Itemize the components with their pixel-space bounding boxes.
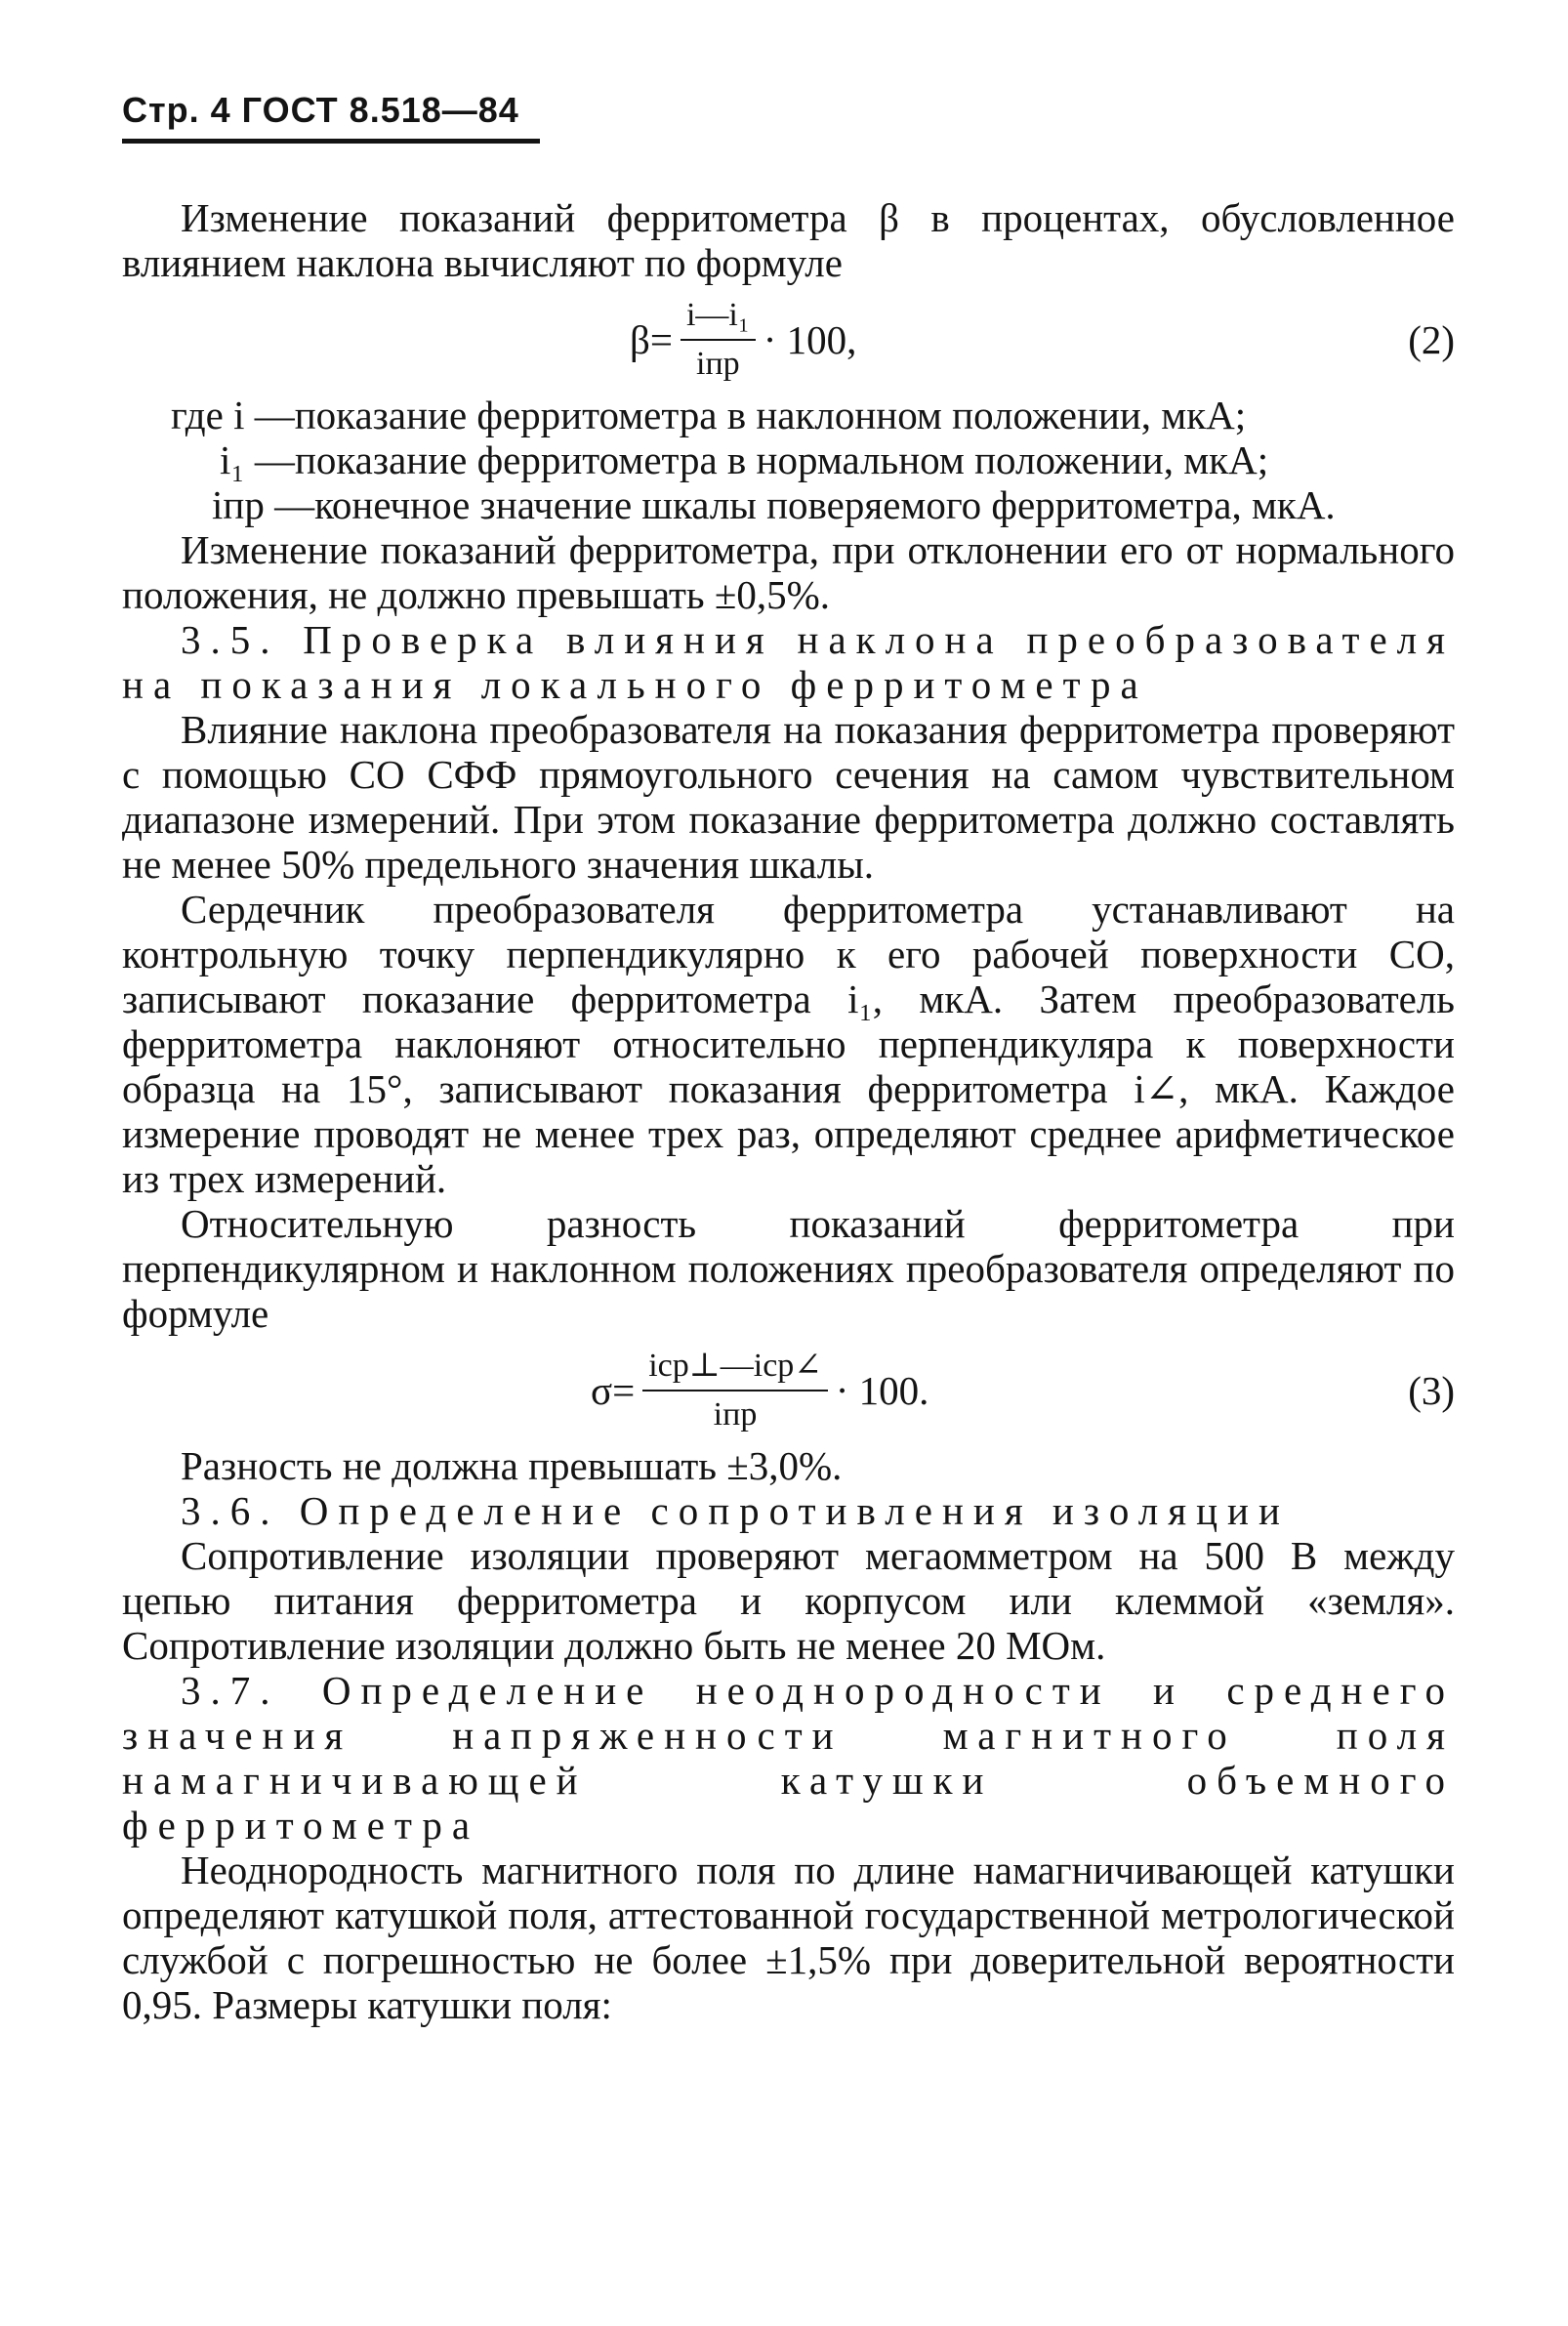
formula-denominator: iпр [696,346,740,382]
section-heading-3-7: 3.7. Определение неоднородности и среднего значения напряженности магнитного поля намагничивающей катушки объемного ферритометра [122,1668,1455,1848]
formula-numerator: iср⊥—iср∠ [648,1348,822,1384]
paragraph: Изменение показаний ферритометра β в процентах, обусловленное влиянием наклона вычисляют по формуле [122,195,1455,285]
fraction-bar [642,1390,828,1391]
formula-number: (2) [1408,317,1455,362]
fraction-bar [681,339,756,341]
paragraph: Относительную разность показаний ферритометра при перпендикулярном и наклонном положениях преобразователя определяют по формуле [122,1201,1455,1336]
formula-rhs: · 100, [763,317,857,362]
formula-2 [122,287,1455,393]
formula-denominator: iпр [713,1396,758,1433]
variable-definitions [122,393,1455,527]
paragraph: Изменение показаний ферритометра, при отклонении его от нормального положения, не должно превышать ±0,5%. [122,527,1455,617]
page-header: Стр. 4 ГОСТ 8.518—84 [122,90,519,130]
definition-row [122,437,1455,482]
body-text [122,195,1455,2027]
section-heading-3-6: 3.6. Определение сопротивления изоляции [181,1488,1290,1533]
definition-symbol: i₁ — [220,437,295,482]
paragraph: Неоднородность магнитного поля по длине намагничивающей катушки определяют катушкой поля, аттестованной государственной метрологической службой с погрешностью не более ±1,5% при доверительной вероятности 0,95. Размеры катушки поля: [122,1848,1455,2027]
formula-number: (3) [1408,1368,1455,1413]
formula-lhs: β= [630,317,673,362]
formula-lhs: σ= [591,1368,636,1413]
definition-symbol: где i — [171,393,295,437]
paragraph: Сопротивление изоляции проверяют мегаомметром на 500 В между цепью питания ферритометра и корпусом или клеммой «земля». Сопротивление изоляции должно быть не менее 20 МОм. [122,1533,1455,1668]
definition-text: показание ферритометра в наклонном положении, мкА; [294,393,1247,437]
formula-3 [122,1338,1455,1443]
formula-expression [591,1338,928,1443]
formula-numerator: i—i₁ [685,297,750,333]
formula-expression [630,287,856,393]
definition-row [122,393,1455,437]
section-heading-3-5: 3.5. Проверка влияния наклона преобразователя на показания локального ферритометра [122,617,1455,707]
definition-symbol: iпр — [212,482,315,527]
definition-text: конечное значение шкалы поверяемого ферритометра, мкА. [314,482,1336,527]
definition-row [122,482,1455,527]
paragraph: Разность не должна превышать ±3,0%. [181,1443,843,1488]
formula-fraction [642,1347,828,1434]
paragraph: Сердечник преобразователя ферритометра устанавливают на контрольную точку перпендикулярно к его рабочей поверхности СО, записывают показание ферритометра i₁, мкА. Затем преобразователь ферритометра наклоняют относительно перпендикуляра к поверхности образца на 15°, записывают показания ферритометра i∠, мкА. Каждое измерение проводят не менее трех раз, определяют среднее арифметическое из трех измерений. [122,887,1455,1201]
header-rule [122,139,540,144]
paragraph: Влияние наклона преобразователя на показания ферритометра проверяют с помощью СО СФФ прямоугольного сечения на самом чувствительном диапазоне измерений. При этом показание ферритометра должно составлять не менее 50% предельного значения шкалы. [122,707,1455,887]
formula-rhs: · 100. [835,1368,929,1413]
formula-fraction [681,296,756,384]
definition-text: показание ферритометра в нормальном положении, мкА; [294,437,1269,482]
